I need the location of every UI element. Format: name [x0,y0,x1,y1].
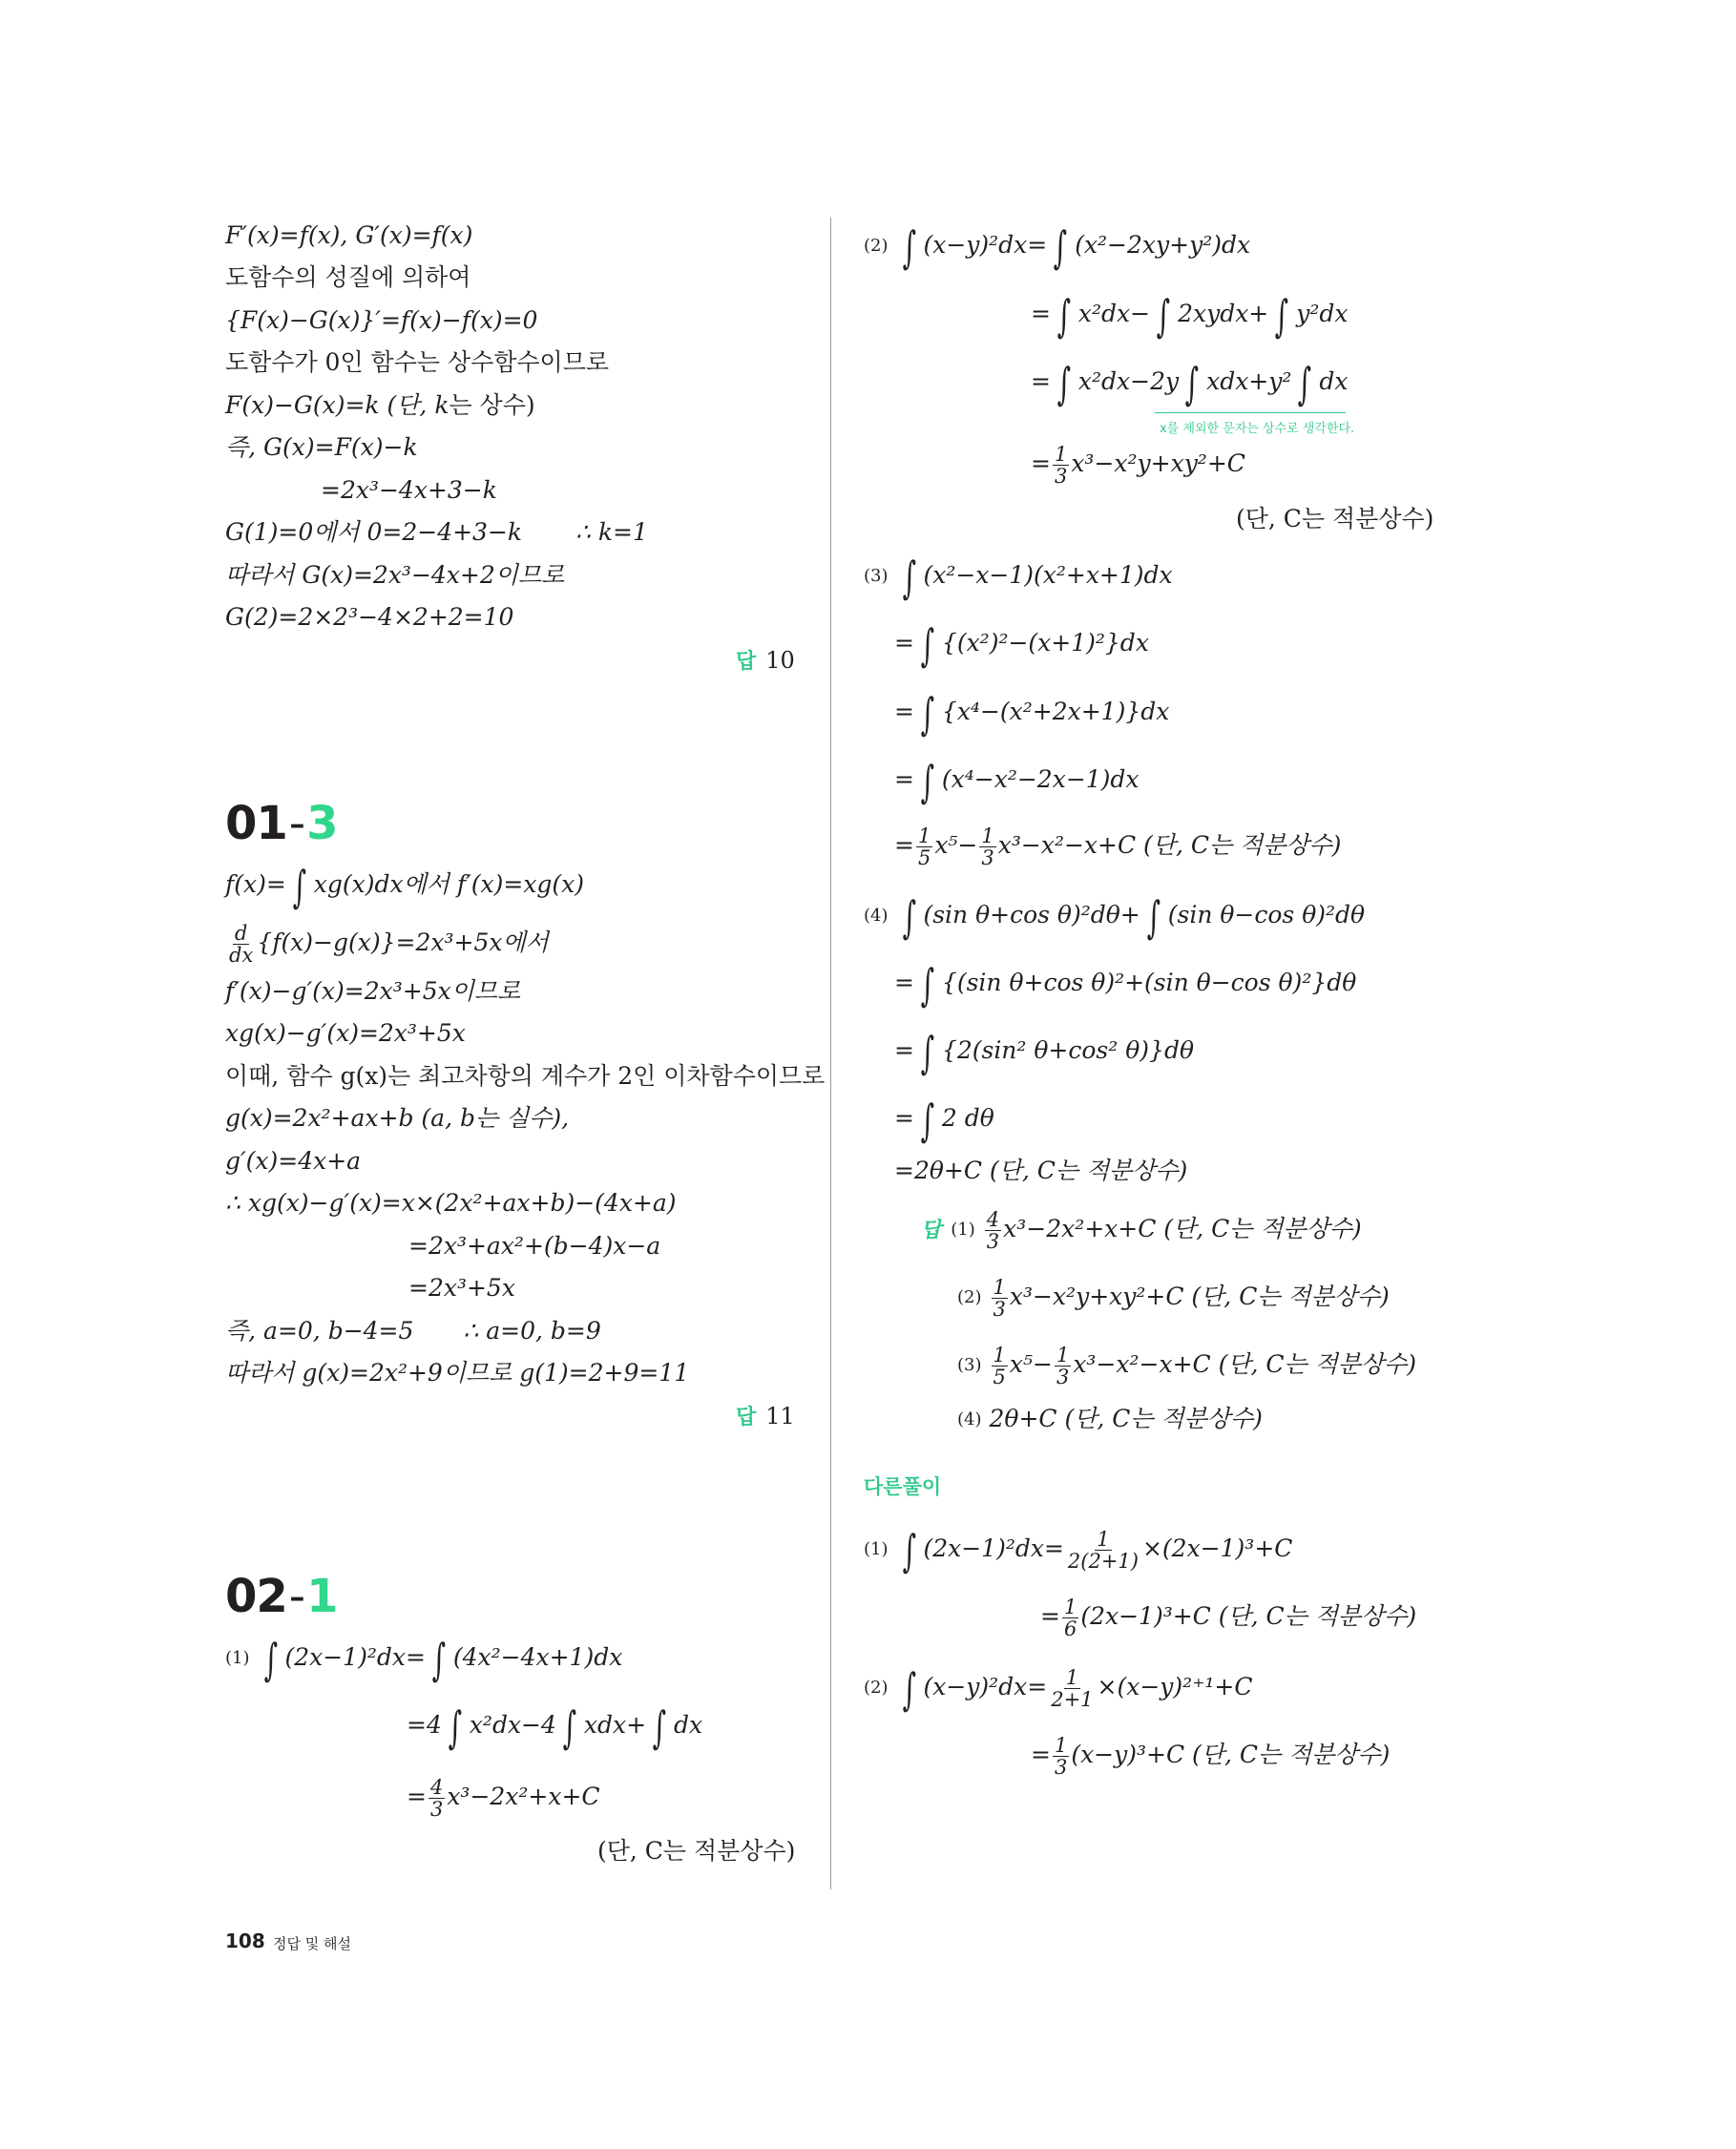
denominator: 2(2+1) [1067,1550,1139,1573]
sol-line: {F(x)−G(x)}′=f(x)−f(x)=0 [225,306,538,334]
math-text: x⁵− [934,831,978,859]
numerator: 1 [993,1344,1006,1367]
math-text: xg(x)dx에서 f′(x)=xg(x) [313,870,585,898]
sol-line: (단, C는 적분상수) [1236,505,1434,532]
answer-line [957,1403,1263,1436]
math-text: xdx+ [583,1711,647,1739]
integral-sign: ∫ [920,618,935,671]
denominator: 3 [1054,465,1068,488]
math-text: (x²−2xy+y²)dx [1075,231,1251,259]
numerator: 1 [1063,1596,1077,1618]
math-text: (2x−1)²dx= [284,1643,426,1671]
section-hyphen: - [288,1570,305,1623]
denominator: 5 [917,846,931,869]
math-text: y²dx [1296,300,1349,327]
alt-solution-title: 다른풀이 [864,1475,942,1498]
math-text: 2 dθ [941,1104,994,1132]
math-text: {(x²)²−(x+1)²}dx [941,629,1149,657]
integral-sign: ∫ [1056,289,1072,342]
section-title [225,798,338,849]
math-text: 2θ+C (단, C는 적분상수) [989,1405,1263,1432]
sol-line: =2x³+ax²+(b−4)x−a [408,1232,661,1260]
math-text: xdx+y² [1206,367,1292,395]
section-title [225,1571,338,1622]
sol-line: G(2)=2×2³−4×2+2=10 [225,603,514,631]
denominator: 3 [993,1298,1006,1321]
math-text: k [434,391,450,419]
section-subnumber: 3 [306,797,338,850]
sol-line [225,1315,601,1347]
numerator: 1 [1097,1528,1110,1551]
math-text: =4 [407,1711,442,1739]
math-text: (x²−x−1)(x²+x+1)dx [923,561,1173,589]
math-text: = [894,831,914,859]
sol-line [1031,357,1349,409]
answer-line [957,1277,1390,1320]
sol-line [1031,289,1349,342]
fraction [1049,1667,1095,1710]
fraction [992,1345,1008,1387]
integral-sign: ∫ [902,551,916,603]
fraction [1055,1345,1071,1387]
denominator: dx [229,944,254,967]
numerator: 1 [917,824,931,847]
fraction [992,1277,1008,1320]
denominator: 3 [429,1798,444,1821]
denominator: 3 [1054,1756,1068,1779]
math-text: dx [1319,367,1349,395]
footer-title: 정답 및 해설 [273,1935,351,1952]
math-text: {(sin θ+cos θ)²+(sin θ−cos θ)²}dθ [941,969,1357,996]
sol-line [864,890,1366,943]
section-number: 02 [225,1570,287,1623]
problem-number: (4) [957,1409,982,1429]
math-text: = [407,1783,427,1810]
side-note: x를 제외한 문자는 상수로 생각한다. [1160,422,1355,436]
integral-sign: ∫ [1275,289,1289,342]
math-text: (sin θ−cos θ)²dθ [1167,901,1366,928]
sol-line [1040,1596,1416,1639]
math-text: = [894,969,914,996]
integral-sign: ∫ [292,860,306,912]
column-divider [830,218,831,1889]
integral-sign: ∫ [1054,220,1068,273]
integral-sign: ∫ [920,1026,935,1078]
numerator: 4 [986,1208,1000,1231]
integral-sign: ∫ [920,958,935,1011]
math-text: x³−x²−x+C (단, C는 적분상수) [1073,1350,1416,1378]
denominator: 2+1 [1051,1688,1094,1711]
answer-line [736,1400,795,1434]
sol-line [894,755,1140,807]
integral-sign: ∫ [562,1700,577,1753]
sol-line: 이때, 함수 g(x)는 최고차항의 계수가 2인 이차함수이므로 [225,1062,826,1090]
sol-line [1031,444,1245,487]
numerator: d [234,922,248,945]
integral-sign: ∫ [1298,357,1312,409]
math-text: x²dx−2y [1077,367,1180,395]
math-text: = [1040,1602,1060,1630]
math-text: (2x−1)²dx= [923,1534,1064,1562]
answer-mark: 답 [921,1219,942,1242]
sol-line: 따라서 g(x)=2x²+9이므로 g(1)=2+9=11 [225,1359,690,1387]
denominator: 3 [986,1230,1000,1253]
math-text: x²dx−4 [469,1711,556,1739]
answer-value: 10 [765,647,795,674]
math-text: (4x²−4x+1)dx [452,1643,623,1671]
fraction [979,825,995,868]
numerator: 1 [1054,443,1068,466]
numerator: 1 [993,1276,1006,1299]
fraction [916,825,932,868]
integral-sign: ∫ [920,687,935,740]
math-text: x⁵− [1009,1350,1053,1378]
integral-sign: ∫ [902,1524,916,1576]
sol-line: =2x³−4x+3−k [321,476,497,504]
sol-line [407,1777,600,1820]
problem-number: (2) [864,236,889,256]
sol-line [225,1633,623,1685]
section-number: 01 [225,797,287,850]
numerator: 1 [981,824,994,847]
math-text: x³−x²−x+C (단, C는 적분상수) [997,831,1342,859]
numerator: 1 [1065,1666,1079,1689]
math-text: = [1031,300,1051,327]
sol-line [894,687,1170,740]
math-text: x³−x²y+xy²+C [1071,449,1245,477]
math-text: F(x)−G(x)=k (단, [225,391,435,419]
answer-value: 11 [765,1403,795,1429]
sol-line [894,618,1149,671]
sol-line: ∴ xg(x)−g′(x)=x×(2x²+ax+b)−(4x+a) [225,1189,677,1217]
math-text: x³−2x²+x+C (단, C는 적분상수) [1003,1215,1362,1242]
numerator: 1 [1054,1734,1068,1757]
math-text: (x−y)³+C (단, C는 적분상수) [1071,1741,1391,1768]
math-text: (x⁴−x²−2x−1)dx [941,765,1140,793]
sol-line [225,389,535,422]
sol-line: 도함수가 0인 함수는 상수함수이므로 [225,348,609,376]
sol-line [864,1524,1293,1576]
integral-sign: ∫ [1146,890,1161,943]
sol-line [225,923,549,966]
fraction [985,1209,1001,1252]
sol-line [864,220,1251,273]
integral-sign: ∫ [652,1700,667,1753]
integral-sign: ∫ [448,1700,463,1753]
fraction [429,1777,445,1820]
sol-line [894,1094,994,1146]
math-text: {x⁴−(x²+2x+1)}dx [941,698,1170,725]
sol-line: 따라서 G(x)=2x³−4x+2이므로 [225,561,565,589]
problem-number: (1) [225,1648,250,1668]
integral-sign: ∫ [1184,357,1200,409]
sol-line [1031,1735,1390,1778]
section-hyphen: - [288,797,305,850]
problem-number: (1) [951,1220,975,1240]
sol-line [225,516,648,549]
math-text: {f(x)−g(x)}=2x³+5x에서 [257,928,549,956]
math-text: x³−2x²+x+C [447,1783,600,1810]
problem-number: (2) [957,1287,982,1307]
sol-line [407,1700,703,1753]
fraction [1062,1596,1078,1639]
fraction [1053,1735,1069,1778]
math-text: ×(2x−1)³+C [1141,1534,1293,1562]
answer-mark: 답 [736,650,757,674]
sol-line: 도함수의 성질에 의하여 [225,263,471,291]
fraction [1066,1529,1140,1572]
denominator: 5 [993,1366,1006,1388]
math-text: = [894,765,914,793]
fraction [1053,444,1069,487]
answer-line [736,644,795,678]
integral-sign: ∫ [263,1633,278,1685]
sol-line [894,958,1357,1011]
sol-line [864,1662,1253,1715]
sol-line [225,860,585,912]
math-text: = [894,629,914,657]
section-subnumber: 1 [306,1570,338,1623]
math-text: f(x)= [225,870,286,898]
math-text: = [894,698,914,725]
integral-sign: ∫ [902,220,916,273]
sol-line [864,551,1173,603]
math-text: 즉, a=0, b−4=5 [225,1317,414,1345]
math-text: = [1031,1741,1051,1768]
problem-number: (3) [864,566,889,586]
integral-sign: ∫ [902,890,916,943]
answer-line [957,1345,1416,1387]
sol-line: f′(x)−g′(x)=2x³+5x이므로 [225,977,521,1005]
math-text: = [894,1104,914,1132]
numerator: 4 [429,1776,444,1799]
math-text: x³−x²y+xy²+C (단, C는 적분상수) [1009,1283,1390,1310]
problem-number: (3) [957,1355,982,1375]
text: 는 상수) [449,391,535,419]
numerator: 1 [1056,1344,1070,1367]
sol-line: 즉, G(x)=F(x)−k [225,433,418,461]
denominator: 3 [981,846,994,869]
problem-number: (4) [864,906,889,926]
sol-line: g(x)=2x²+ax+b (a, b는 실수), [225,1104,570,1132]
sol-line: g′(x)=4x+a [225,1147,362,1175]
sol-line: =2x³+5x [408,1274,515,1302]
math-text: (2x−1)³+C (단, C는 적분상수) [1080,1602,1417,1630]
integral-sign: ∫ [431,1633,447,1685]
math-text: x²dx− [1077,300,1151,327]
math-text: (x−y)²dx= [923,231,1048,259]
integral-sign: ∫ [920,755,935,807]
sol-line [894,825,1341,868]
math-text: (x−y)²dx= [923,1673,1048,1700]
math-text: ∴ k=1 [575,518,648,546]
math-text: 2xydx+ [1178,300,1269,327]
sol-line: F′(x)=f(x), G′(x)=f(x) [225,221,473,249]
answer-line [921,1209,1362,1252]
math-text: G(1)=0에서 0=2−4+3−k [225,518,523,546]
math-text: ×(x−y)²⁺¹+C [1097,1673,1253,1700]
integral-sign: ∫ [1156,289,1171,342]
math-text: = [1031,449,1051,477]
math-text: dx [674,1711,703,1739]
problem-number: (2) [864,1678,889,1698]
sol-line: (단, C는 적분상수) [597,1837,796,1865]
denominator: 6 [1063,1617,1077,1640]
integral-sign: ∫ [902,1662,916,1715]
math-text: ∴ a=0, b=9 [463,1317,601,1345]
note-underline [1155,412,1346,413]
integral-sign: ∫ [920,1094,935,1146]
denominator: 3 [1056,1366,1070,1388]
sol-line: xg(x)−g′(x)=2x³+5x [225,1019,466,1047]
math-text: = [1031,367,1051,395]
fraction [227,923,255,966]
math-text: {2(sin² θ+cos² θ)}dθ [941,1036,1194,1064]
page-number: 108 [225,1930,265,1952]
sol-line: =2θ+C (단, C는 적분상수) [894,1157,1188,1184]
sol-line [894,1026,1194,1078]
math-text: = [894,1036,914,1064]
answer-mark: 답 [736,1406,757,1429]
math-text: (sin θ+cos θ)²dθ+ [923,901,1140,928]
integral-sign: ∫ [1056,357,1072,409]
problem-number: (1) [864,1539,889,1559]
